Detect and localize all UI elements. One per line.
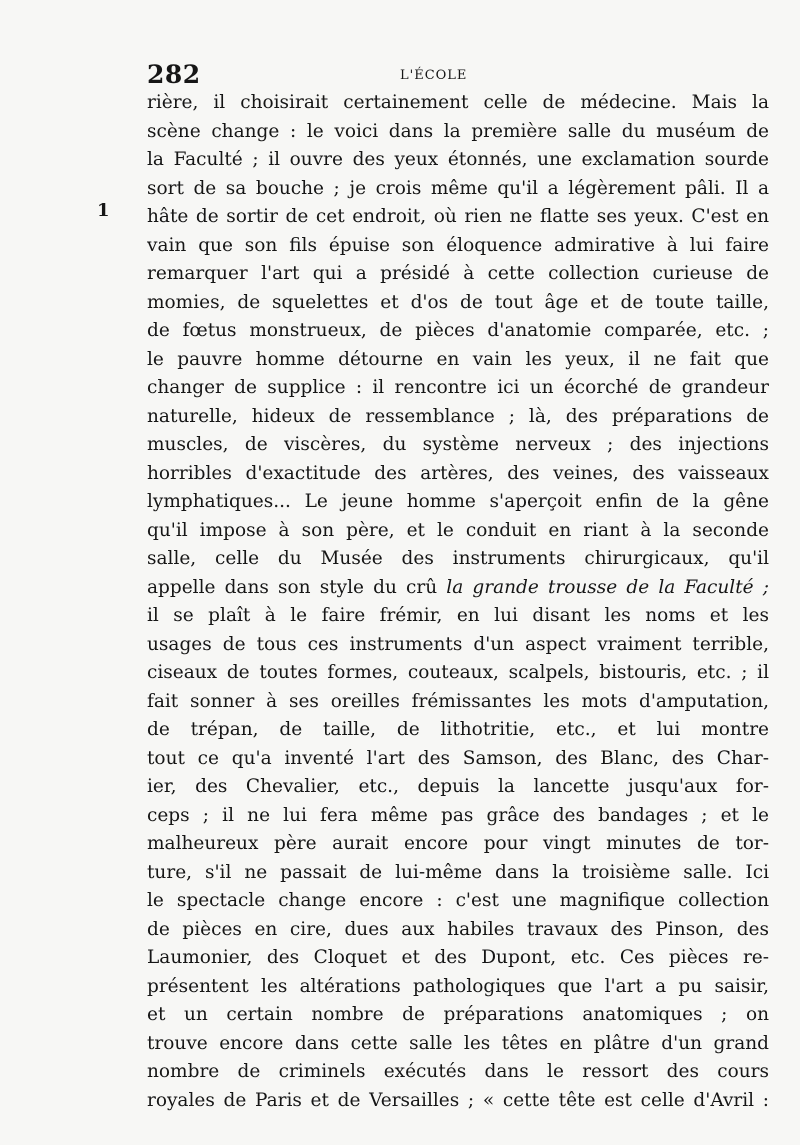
text-line-roman: de trépan, de taille, de lithotritie, etc., et lui montre [147, 719, 769, 740]
text-line-roman: sort de sa bouche ; je crois même qu'il a légèrement pâli. Il a [147, 177, 769, 199]
text-line [147, 431, 769, 460]
text-line [147, 289, 769, 318]
text-line [147, 1030, 769, 1059]
text-line [147, 574, 769, 603]
text-line-roman: de fœtus monstrueux, de pièces d'anatomie comparée, etc. ; [147, 320, 769, 341]
text-line [147, 602, 769, 631]
text-line [147, 403, 769, 432]
text-line-roman: le spectacle change encore : c'est une magnifique collection [147, 890, 769, 911]
text-line [147, 688, 769, 717]
text-line [147, 716, 769, 745]
text-line [147, 887, 769, 916]
margin-mark: 1 [97, 200, 110, 221]
text-line [147, 659, 769, 688]
text-line-roman: trouve encore dans cette salle les têtes en plâtre d'un grand [147, 1032, 769, 1054]
text-line [147, 260, 769, 289]
text-line [147, 317, 769, 346]
text-line-roman: présentent les altérations pathologiques que l'art a pu saisir, [147, 975, 769, 997]
text-line-roman: nombre de criminels exécutés dans le ressort des cours [147, 1061, 769, 1082]
text-line-roman: tout ce qu'a inventé l'art des Samson, des Blanc, des Char- [147, 747, 769, 769]
text-line [147, 802, 769, 831]
text-line-roman: ciseaux de toutes formes, couteaux, scalpels, bistouris, etc. ; il [147, 662, 769, 683]
text-line [147, 631, 769, 660]
text-line-roman: Laumonier, des Cloquet et des Dupont, etc. Ces pièces re- [147, 947, 769, 968]
text-line [147, 973, 769, 1002]
page-header [147, 60, 763, 92]
text-line-roman: appelle dans son style du crû [147, 576, 447, 598]
text-line-roman: qu'il impose à son père, et le conduit en riant à la seconde [147, 519, 769, 541]
text-line-roman: et un certain nombre de préparations anatomiques ; on [147, 1004, 769, 1025]
text-line [147, 859, 769, 888]
text-line-roman: le pauvre homme détourne en vain les yeux, il ne fait que [147, 348, 769, 370]
text-line [147, 346, 769, 375]
text-line [147, 488, 769, 517]
text-line-roman: naturelle, hideux de ressemblance ; là, des préparations de [147, 405, 769, 427]
text-line-roman: fait sonner à ses oreilles frémissantes les mots d'amputation, [147, 690, 769, 712]
text-line-roman: ceps ; il ne lui fera même pas grâce des bandages ; et le [147, 804, 769, 826]
text-line-roman: rière, il choisirait certainement celle de médecine. Mais la [147, 92, 769, 113]
text-line-roman: remarquer l'art qui a présidé à cette collection curieuse de [147, 263, 769, 284]
text-line-roman: hâte de sortir de cet endroit, où rien ne flatte ses yeux. C'est en [147, 206, 769, 227]
text-line-roman: horribles d'exactitude des artères, des veines, des vaisseaux [147, 462, 769, 484]
text-line [147, 118, 769, 147]
text-line [147, 232, 769, 261]
text-line [147, 1001, 769, 1030]
text-line [147, 517, 769, 546]
text-line [147, 944, 769, 973]
text-line [147, 374, 769, 403]
text-line-roman: changer de supplice : il rencontre ici un écorché de grandeur [147, 377, 769, 398]
text-line-roman: usages de tous ces instruments d'un aspect vraiment terrible, [147, 633, 769, 655]
text-line-roman: il se plaît à le faire frémir, en lui disant les noms et les [147, 605, 769, 626]
text-line-roman: ier, des Chevalier, etc., depuis la lancette jusqu'aux for- [147, 776, 769, 797]
text-line-roman: scène change : le voici dans la première salle du muséum de [147, 120, 769, 142]
text-line [147, 89, 769, 118]
text-line [147, 916, 769, 945]
text-line-roman: royales de Paris et de Versailles ; « cette tête est celle d'Avril : [147, 1089, 769, 1111]
text-line-roman: muscles, de viscères, du système nerveux ; des injections [147, 434, 769, 455]
body-text [147, 89, 769, 1115]
text-line-roman: lymphatiques... Le jeune homme s'aperçoit enfin de la gêne [147, 491, 769, 512]
text-line-roman: salle, celle du Musée des instruments chirurgicaux, qu'il [147, 548, 769, 569]
text-line-roman: vain que son fils épuise son éloquence admirative à lui faire [147, 234, 769, 256]
page-number: 282 [147, 60, 201, 89]
text-line [147, 745, 769, 774]
text-line [147, 830, 769, 859]
text-line [147, 203, 769, 232]
text-line [147, 545, 769, 574]
text-line [147, 460, 769, 489]
text-line-roman: la Faculté ; il ouvre des yeux étonnés, une exclamation sourde [147, 149, 769, 170]
text-line [147, 175, 769, 204]
running-head: L'ÉCOLE [400, 68, 468, 83]
text-line [147, 1087, 769, 1116]
text-line [147, 773, 769, 802]
text-line-roman: momies, de squelettes et d'os de tout âge et de toute taille, [147, 291, 769, 313]
text-line [147, 1058, 769, 1087]
text-line-roman: malheureux père aurait encore pour vingt minutes de tor- [147, 833, 769, 854]
text-line-roman: ture, s'il ne passait de lui-même dans la troisième salle. Ici [147, 861, 769, 883]
text-line-italic: la grande trousse de la Faculté ; [446, 576, 769, 598]
text-line [147, 146, 769, 175]
text-line-roman: de pièces en cire, dues aux habiles travaux des Pinson, des [147, 918, 769, 940]
